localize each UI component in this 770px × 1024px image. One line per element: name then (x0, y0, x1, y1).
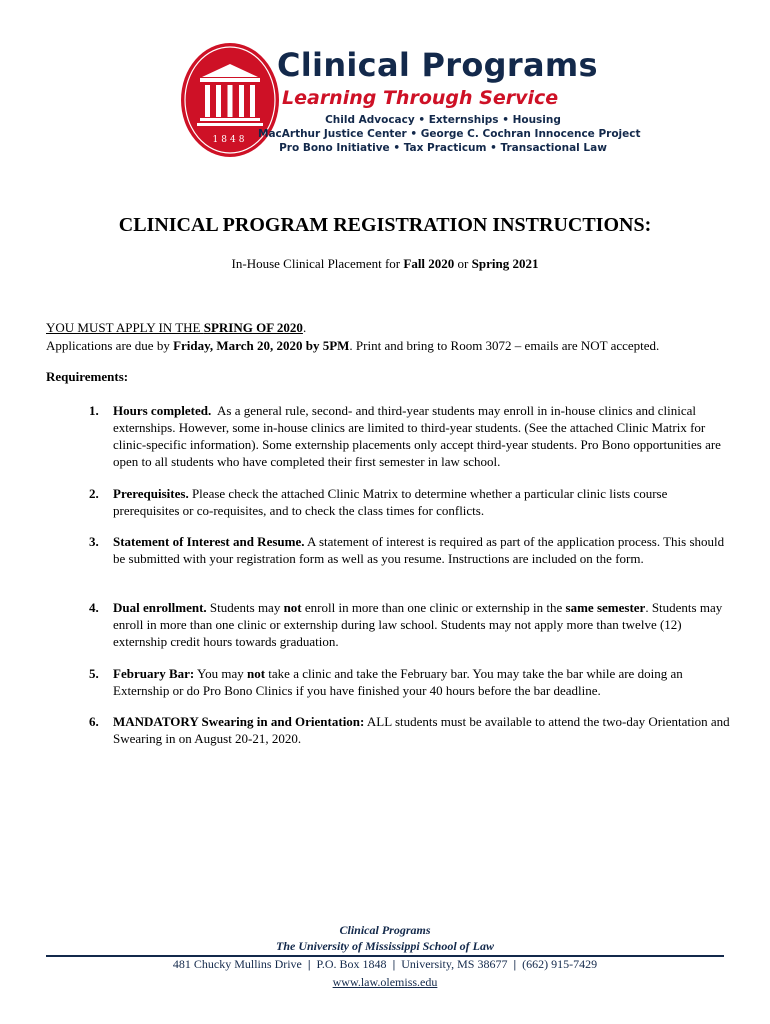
programs-line-3: Pro Bono Initiative • Tax Practicum • Transactional Law (279, 142, 607, 154)
footer-school-name: The University of Mississippi School of Law (275, 939, 494, 953)
footer-website (0, 975, 770, 990)
brand-title: Clinical Programs (277, 46, 598, 84)
logo-year: 1848 (212, 135, 248, 145)
requirement-item: 5. February Bar: You may not take a clinic and take the February bar. You may take the bar while are doing an Externship or do Pro Bono Clinics if you have finished your 40 hours before the bar deadline. (89, 666, 683, 698)
apply-season-line: YOU MUST APPLY IN THE SPRING OF 2020. (46, 320, 307, 335)
requirement-item: 3. Statement of Interest and Resume. A statement of interest is required as part of the application process. This should be submitted with your registration form as well as you resume. Instructions are included on the form. (89, 534, 725, 566)
requirement-item: 4. Dual enrollment. Students may not enroll in more than one clinic or externship in the same semester. Students may enroll in more than one clinic or externship during law school. Students may not apply more than twelve (12) externship credit hours towards graduation. (89, 600, 723, 649)
application-deadline-notice (46, 319, 746, 355)
programs-line-1: Child Advocacy • Externships • Housing (325, 114, 561, 126)
requirements-list (0, 402, 770, 753)
document-subtitle: In-House Clinical Placement for Fall 2020 or Spring 2021 (231, 256, 539, 271)
document-title: CLINICAL PROGRAM REGISTRATION INSTRUCTIONS: (118, 214, 652, 236)
brand-tagline: Learning Through Service (282, 87, 559, 109)
requirement-item: 6. MANDATORY Swearing in and Orientation: ALL students must be available to attend the two-day Orientation and Swearing in on August 20-21, 2020. (89, 714, 730, 746)
footer-office-name: Clinical Programs (339, 923, 431, 937)
requirement-item: 1. Hours completed. As a general rule, second- and third-year students may enroll in in-house clinics and clinical externships. However, some in-house clinics are limited to third-year students. (See the attached Clinic Matrix for clinic-specific information). Some externship placements only accept third-year students. Pro Bono opportunities are open to all students who have completed their first semester in law school. (89, 403, 725, 469)
footer-address: 481 Chucky Mullins Drive | P.O. Box 1848 | University, MS 38677 | (662) 915-7429 (172, 957, 598, 971)
requirements-heading: Requirements: (46, 369, 129, 384)
university-seal-logo (180, 42, 280, 158)
website-link[interactable]: www.law.olemiss.edu (332, 975, 438, 989)
due-date-line: Applications are due by Friday, March 20, 2020 by 5PM. Print and bring to Room 3072 – emails are NOT accepted. (46, 338, 660, 353)
programs-line-2: MacArthur Justice Center • George C. Cochran Innocence Project (258, 128, 641, 140)
requirement-item: 2. Prerequisites. Please check the attached Clinic Matrix to determine whether a particular clinic lists course prerequisites or co-requisites, and to check the class times for conflicts. (89, 486, 668, 518)
